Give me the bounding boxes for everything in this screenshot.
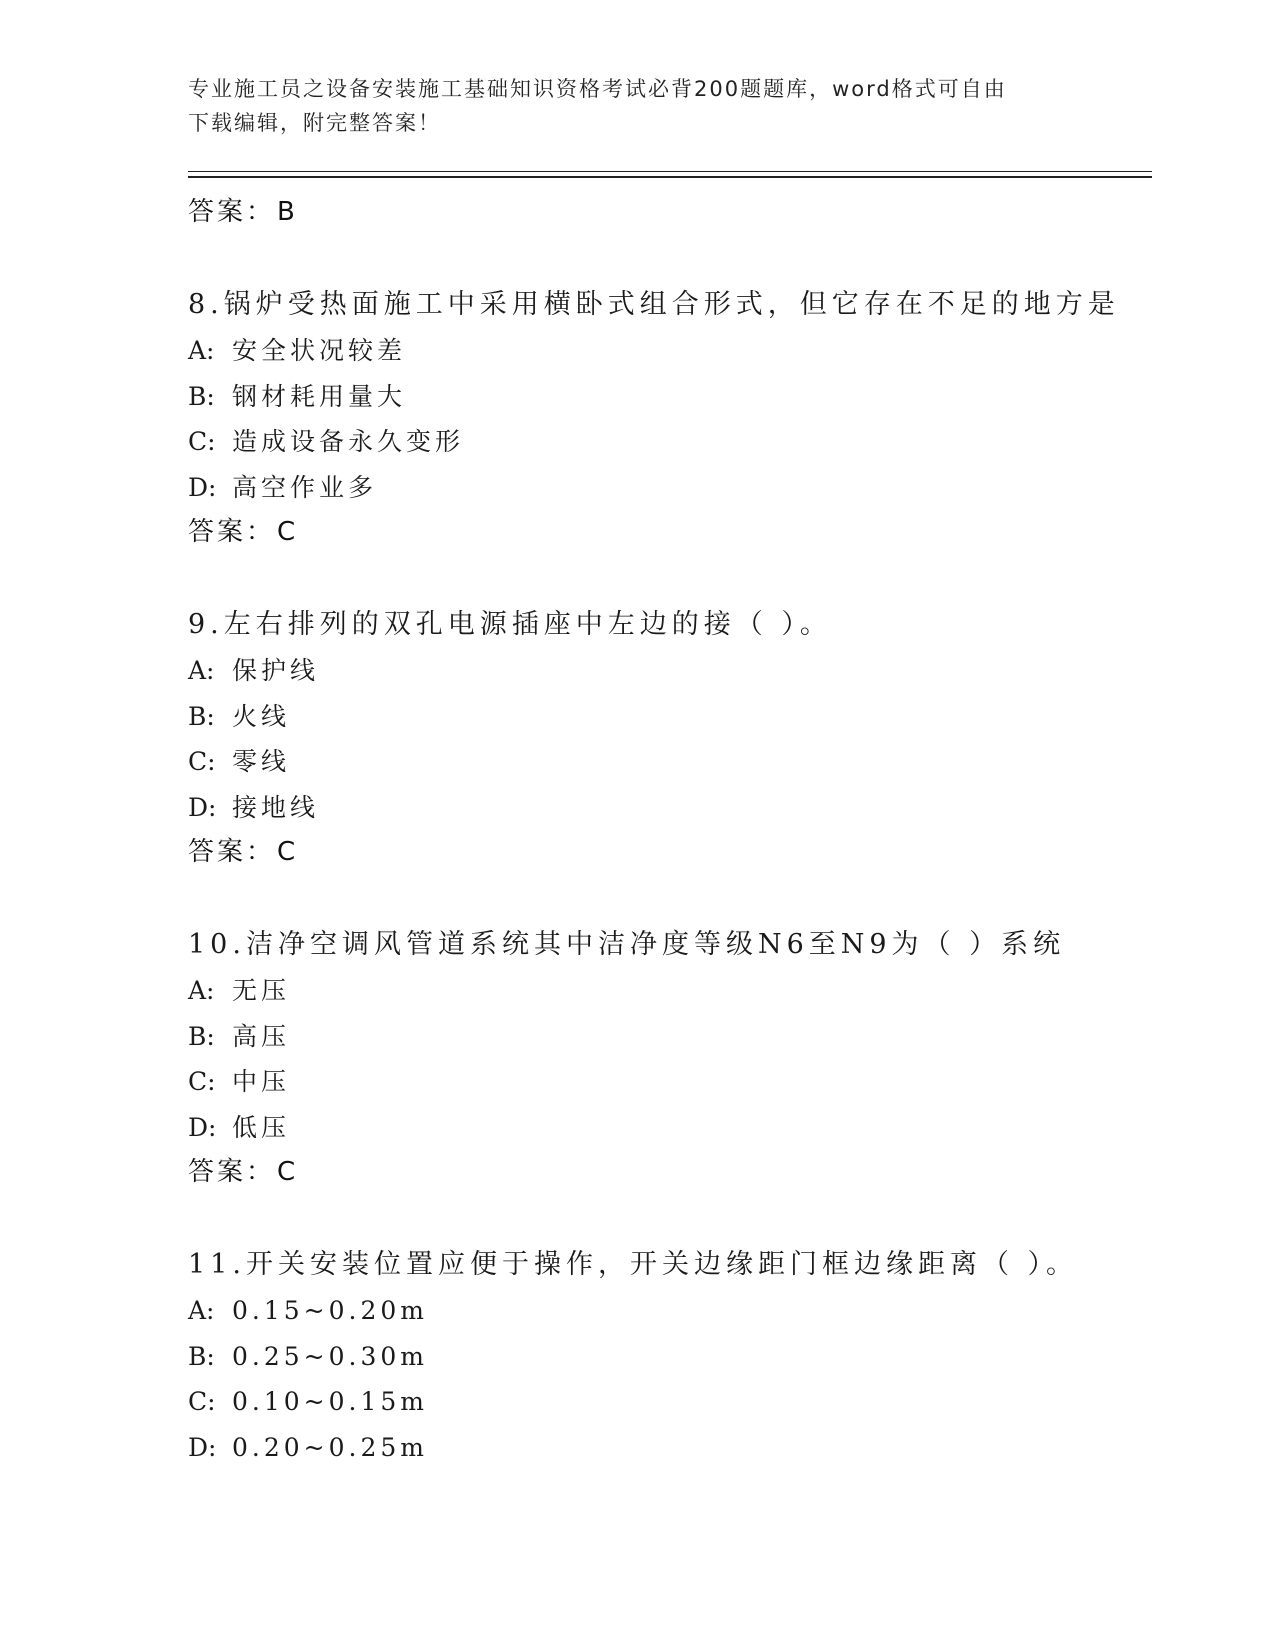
option-a <box>188 968 1148 1014</box>
option-text: 接地线 <box>232 792 320 822</box>
option-key: A: <box>188 656 215 685</box>
option-text: 高空作业多 <box>232 472 378 502</box>
question-item <box>188 282 1148 554</box>
question-title: 10.洁净空调风管道系统其中洁净度等级N6至N9为（ ）系统 <box>188 929 1066 960</box>
option-key: D: <box>188 1432 217 1462</box>
answer-value: C <box>277 1157 297 1187</box>
answer-label: 答案： <box>188 517 276 547</box>
answer-value: C <box>277 837 297 867</box>
option-text: 造成设备永久变形 <box>232 427 465 456</box>
header-line-1: 专业施工员之设备安装施工基础知识资格考试必背200题题库，word格式可自由 <box>188 77 1007 101</box>
option-b <box>188 1334 1148 1380</box>
option-b <box>188 374 1148 420</box>
option-d <box>188 785 1148 831</box>
answer-line <box>188 510 1148 554</box>
option-text: 0.15~0.20m <box>232 1296 428 1325</box>
option-c <box>188 739 1148 785</box>
answer-line <box>188 190 1148 234</box>
header-divider-thick <box>188 176 1152 178</box>
option-text: 0.25~0.30m <box>232 1341 428 1371</box>
answer-label: 答案： <box>188 837 276 867</box>
option-text: 低压 <box>232 1112 291 1142</box>
option-key: B: <box>188 1021 215 1051</box>
option-key: A: <box>188 336 215 365</box>
option-b <box>188 694 1148 740</box>
option-a <box>188 1288 1148 1334</box>
question-title: 11.开关安装位置应便于操作，开关边缘距门框边缘距离（ ）。 <box>188 1249 1079 1280</box>
header-line-2: 下载编辑，附完整答案！ <box>188 111 441 135</box>
option-text: 无压 <box>232 976 291 1005</box>
option-text: 火线 <box>232 701 291 731</box>
option-a <box>188 328 1148 374</box>
answer-line <box>188 1150 1148 1194</box>
option-key: D: <box>188 792 217 822</box>
option-key: C: <box>188 747 216 776</box>
option-key: C: <box>188 427 216 456</box>
answer-value: C <box>277 517 297 547</box>
option-text: 0.20~0.25m <box>232 1432 428 1462</box>
option-d <box>188 465 1148 511</box>
option-d <box>188 1425 1148 1471</box>
option-key: B: <box>188 1341 215 1371</box>
option-a <box>188 648 1148 694</box>
question-title: 8.锅炉受热面施工中采用横卧式组合形式，但它存在不足的地方是 <box>188 289 1120 320</box>
question-list <box>188 190 1148 1470</box>
answer-value: B <box>277 197 296 227</box>
option-key: D: <box>188 472 217 502</box>
option-text: 高压 <box>232 1021 291 1051</box>
option-c <box>188 1379 1148 1425</box>
option-text: 中压 <box>232 1067 291 1096</box>
question-item <box>188 922 1148 1194</box>
answer-label: 答案： <box>188 1157 276 1187</box>
option-text: 0.10~0.15m <box>232 1387 428 1416</box>
option-d <box>188 1105 1148 1151</box>
question-item <box>188 1242 1148 1470</box>
option-key: A: <box>188 1296 215 1325</box>
answer-label: 答案： <box>188 197 276 227</box>
option-key: A: <box>188 976 215 1005</box>
option-key: D: <box>188 1112 217 1142</box>
question-title: 9.左右排列的双孔电源插座中左边的接（ ）。 <box>188 609 832 640</box>
option-key: B: <box>188 381 215 411</box>
option-text: 钢材耗用量大 <box>232 381 407 411</box>
option-key: B: <box>188 701 215 731</box>
option-text: 安全状况较差 <box>232 336 407 365</box>
option-key: C: <box>188 1387 216 1416</box>
answer-line <box>188 830 1148 874</box>
option-b <box>188 1014 1148 1060</box>
header-divider-thin <box>188 171 1152 172</box>
option-c <box>188 1059 1148 1105</box>
document-header <box>188 72 1068 140</box>
option-key: C: <box>188 1067 216 1096</box>
option-c <box>188 419 1148 465</box>
option-text: 零线 <box>232 747 291 776</box>
option-text: 保护线 <box>232 656 320 685</box>
question-item <box>188 602 1148 874</box>
